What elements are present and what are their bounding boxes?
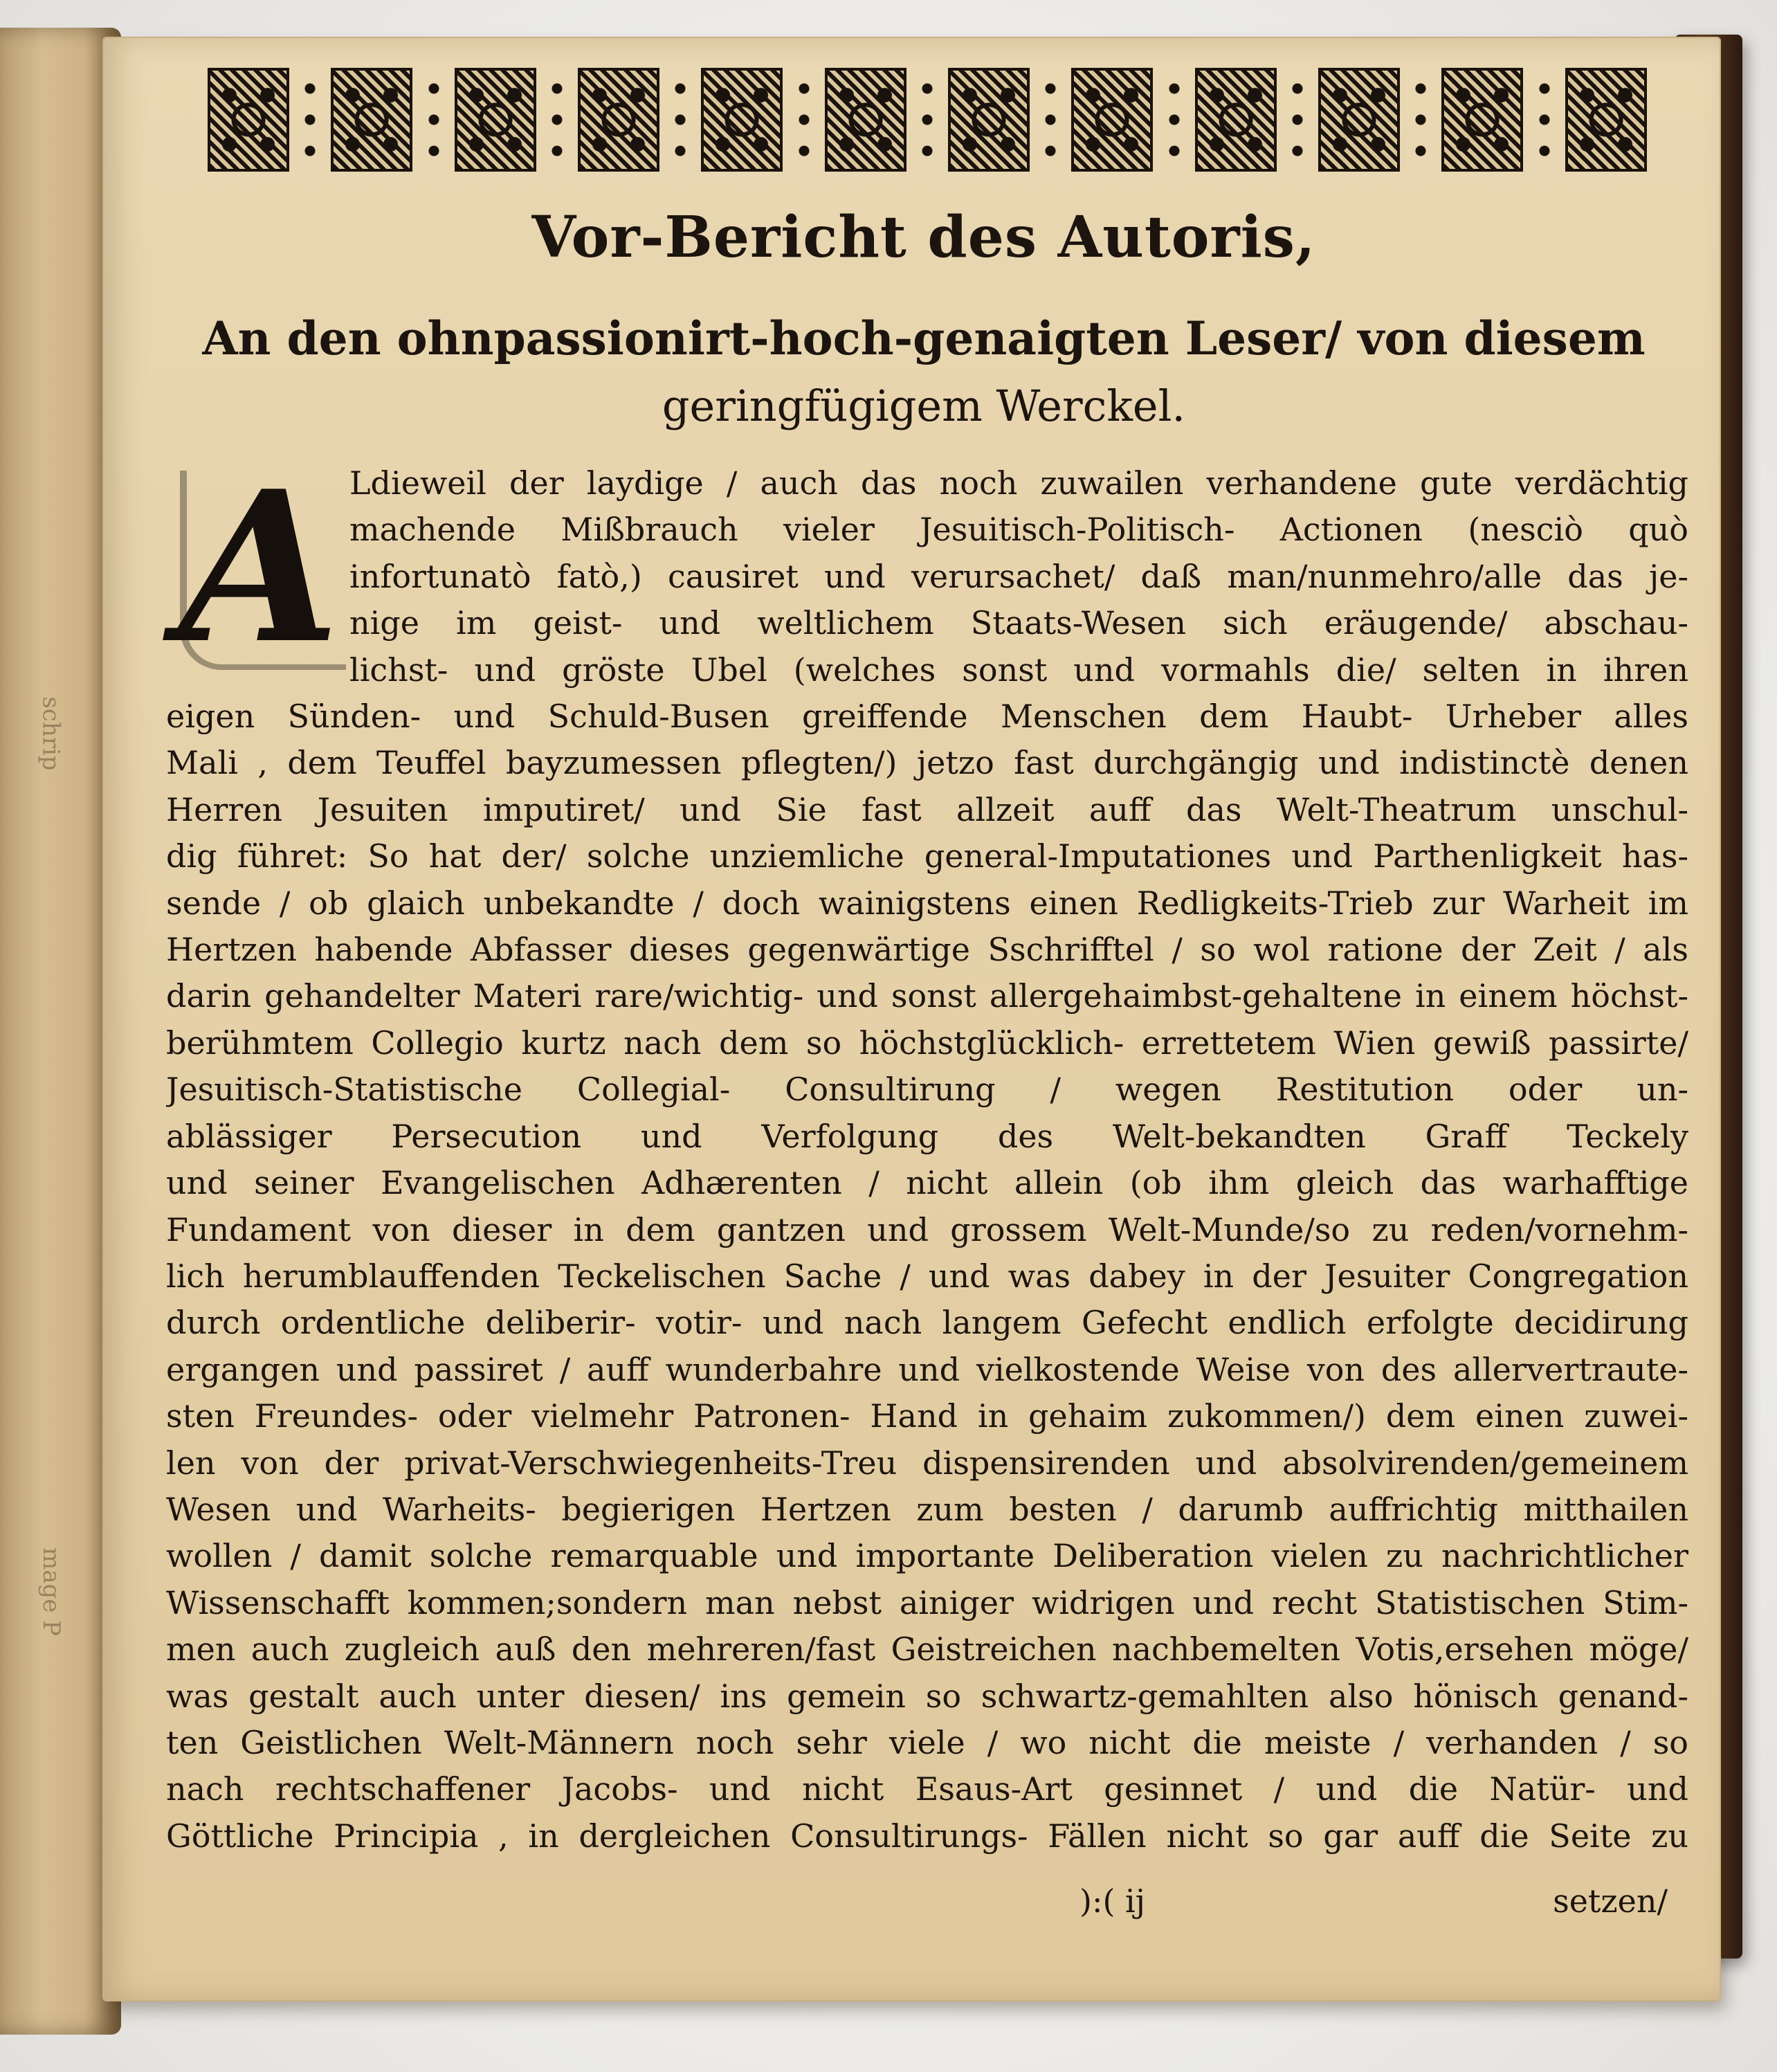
ornament-separator bbox=[1413, 68, 1428, 172]
signature-mark: ):( ij bbox=[1079, 1882, 1145, 1920]
body-line: Herren Jesuiten imputiret/ und Sie fast allzeit auff das Welt-Theatrum unschul- bbox=[166, 790, 1688, 828]
body-line: machende Mißbrauch vieler Jesuitisch-Politisch- Actionen (nesciò quò bbox=[349, 511, 1688, 549]
drop-cap: A bbox=[179, 445, 340, 689]
body-line: Fundament von dieser in dem gantzen und grossem Welt-Munde/so zu reden/vornehm- bbox=[166, 1210, 1688, 1248]
body-line: und seiner Evangelischen Adhærenten / nicht allein (ob ihm gleich das warhafftige bbox=[166, 1164, 1688, 1202]
ornament-tile bbox=[1195, 68, 1277, 172]
ornament-separator bbox=[796, 68, 812, 172]
ornament-tile bbox=[1071, 68, 1153, 172]
body-line: was gestalt auch unter diesen/ ins gemein so schwartz-gemahlten also hönisch genand- bbox=[166, 1677, 1688, 1715]
page-title: Vor-Bericht des Autoris, bbox=[531, 204, 1316, 271]
body-line: Wesen und Warheits- begierigen Hertzen zum besten / darumb auffrichtig mitthailen bbox=[166, 1490, 1688, 1528]
ornament-separator bbox=[1537, 68, 1552, 172]
body-line: lichst- und gröste Ubel (welches sonst und vormahls die/ selten in ihren bbox=[349, 651, 1688, 689]
body-line: sende / ob glaich unbekandte / doch wainigstens einen Redligkeits-Trieb zur Warheit im bbox=[166, 884, 1688, 922]
page-subtitle-continued: geringfügigem Werckel. bbox=[662, 381, 1186, 431]
body-line: ten Geistlichen Welt-Männern noch sehr viele / wo nicht die meiste / verhanden / so bbox=[166, 1723, 1688, 1761]
body-line: Jesuitisch-Statistische Collegial- Consultirung / wegen Restitution oder un- bbox=[166, 1071, 1688, 1109]
ornament-separator bbox=[426, 68, 441, 172]
body-line: dig führet: So hat der/ solche unziemliche general-Imputationes und Parthenligkeit has- bbox=[166, 837, 1688, 875]
left-page-bleed-text: mage P bbox=[37, 1547, 66, 1637]
ornament-separator bbox=[1167, 68, 1182, 172]
left-facing-page bbox=[0, 28, 121, 2035]
ornamental-header-band bbox=[208, 62, 1647, 176]
catchword: setzen/ bbox=[1553, 1882, 1668, 1920]
body-line: Hertzen habende Abfasser dieses gegenwärtige Sschrifftel / so wol ratione der Zeit / als bbox=[166, 931, 1688, 969]
body-line: ablässiger Persecution und Verfolgung des Welt-bekandten Graff Teckely bbox=[166, 1117, 1688, 1155]
ornament-tile bbox=[1318, 68, 1400, 172]
body-line: sten Freundes- oder vielmehr Patronen- Hand in gehaim zukommen/) dem einen zuwei- bbox=[166, 1397, 1688, 1435]
body-line: ergangen und passiret / auff wunderbahre und vielkostende Weise von des allervertraute- bbox=[166, 1350, 1688, 1388]
ornament-separator bbox=[1043, 68, 1058, 172]
body-line: Mali , dem Teuffel bayzumessen pflegten/) jetzo fast durchgängig und indistinctè denen bbox=[166, 744, 1688, 782]
body-line: durch ordentliche deliberir- votir- und nach langem Gefecht endlich erfolgte decidirung bbox=[166, 1304, 1688, 1342]
ornament-separator bbox=[302, 68, 318, 172]
page-subtitle: An den ohnpassionirt-hoch-genaigten Leser/ von diesem bbox=[202, 311, 1646, 365]
body-line: len von der privat-Verschwiegenheits-Treu dispensirenden und absolvirenden/gemeinem bbox=[166, 1444, 1688, 1482]
left-page-bleed-text: schrip bbox=[37, 696, 65, 771]
body-line: darin gehandelter Materi rare/wichtig- und sonst allergehaimbst-gehaltene in einem höchst- bbox=[166, 977, 1688, 1015]
ornament-separator bbox=[1290, 68, 1305, 172]
printed-page bbox=[104, 38, 1720, 2000]
body-line: infortunatò fatò,) causiret und verursachet/ daß man/nunmehro/alle das je- bbox=[349, 557, 1688, 595]
body-line: nach rechtschaffener Jacobs- und nicht Esaus-Art gesinnet / und die Natür- und bbox=[166, 1770, 1688, 1808]
ornament-tile bbox=[1441, 68, 1523, 172]
ornament-tile bbox=[455, 68, 536, 172]
ornament-separator bbox=[920, 68, 935, 172]
ornament-tile bbox=[1565, 68, 1647, 172]
body-line: nige im geist- und weltlichem Staats-Wesen sich eräugende/ abschau- bbox=[349, 604, 1688, 642]
body-line: Ldieweil der laydige / auch das noch zuwailen verhandene gute verdächtig bbox=[349, 464, 1688, 502]
ornament-tile bbox=[948, 68, 1030, 172]
body-line: lich herumblauffenden Teckelischen Sache / und was dabey in der Jesuiter Congregation bbox=[166, 1257, 1688, 1295]
ornament-tile bbox=[208, 68, 289, 172]
body-line: men auch zugleich auß den mehreren/fast Geistreichen nachbemelten Votis,ersehen möge/ bbox=[166, 1630, 1688, 1669]
body-line: eigen Sünden- und Schuld-Busen greiffende Menschen dem Haubt- Urheber alles bbox=[166, 698, 1688, 736]
body-text bbox=[166, 445, 1688, 1860]
ornament-separator bbox=[673, 68, 688, 172]
body-line: Wissenschafft kommen;sondern man nebst ainiger widrigen und recht Statistischen Stim- bbox=[166, 1583, 1688, 1621]
body-line: Göttliche Principia , in dergleichen Consultirungs- Fällen nicht so gar auff die Seite zu bbox=[166, 1817, 1688, 1855]
body-line: berühmtem Collegio kurtz nach dem so höchstglücklich- errettetem Wien gewiß passirte/ bbox=[166, 1024, 1688, 1062]
ornament-separator bbox=[549, 68, 565, 172]
body-line: wollen / damit solche remarquable und importante Deliberation vielen zu nachrichtlicher bbox=[166, 1537, 1688, 1575]
ornament-tile bbox=[578, 68, 659, 172]
ornament-tile bbox=[331, 68, 412, 172]
ornament-tile bbox=[701, 68, 783, 172]
ornament-tile bbox=[825, 68, 906, 172]
